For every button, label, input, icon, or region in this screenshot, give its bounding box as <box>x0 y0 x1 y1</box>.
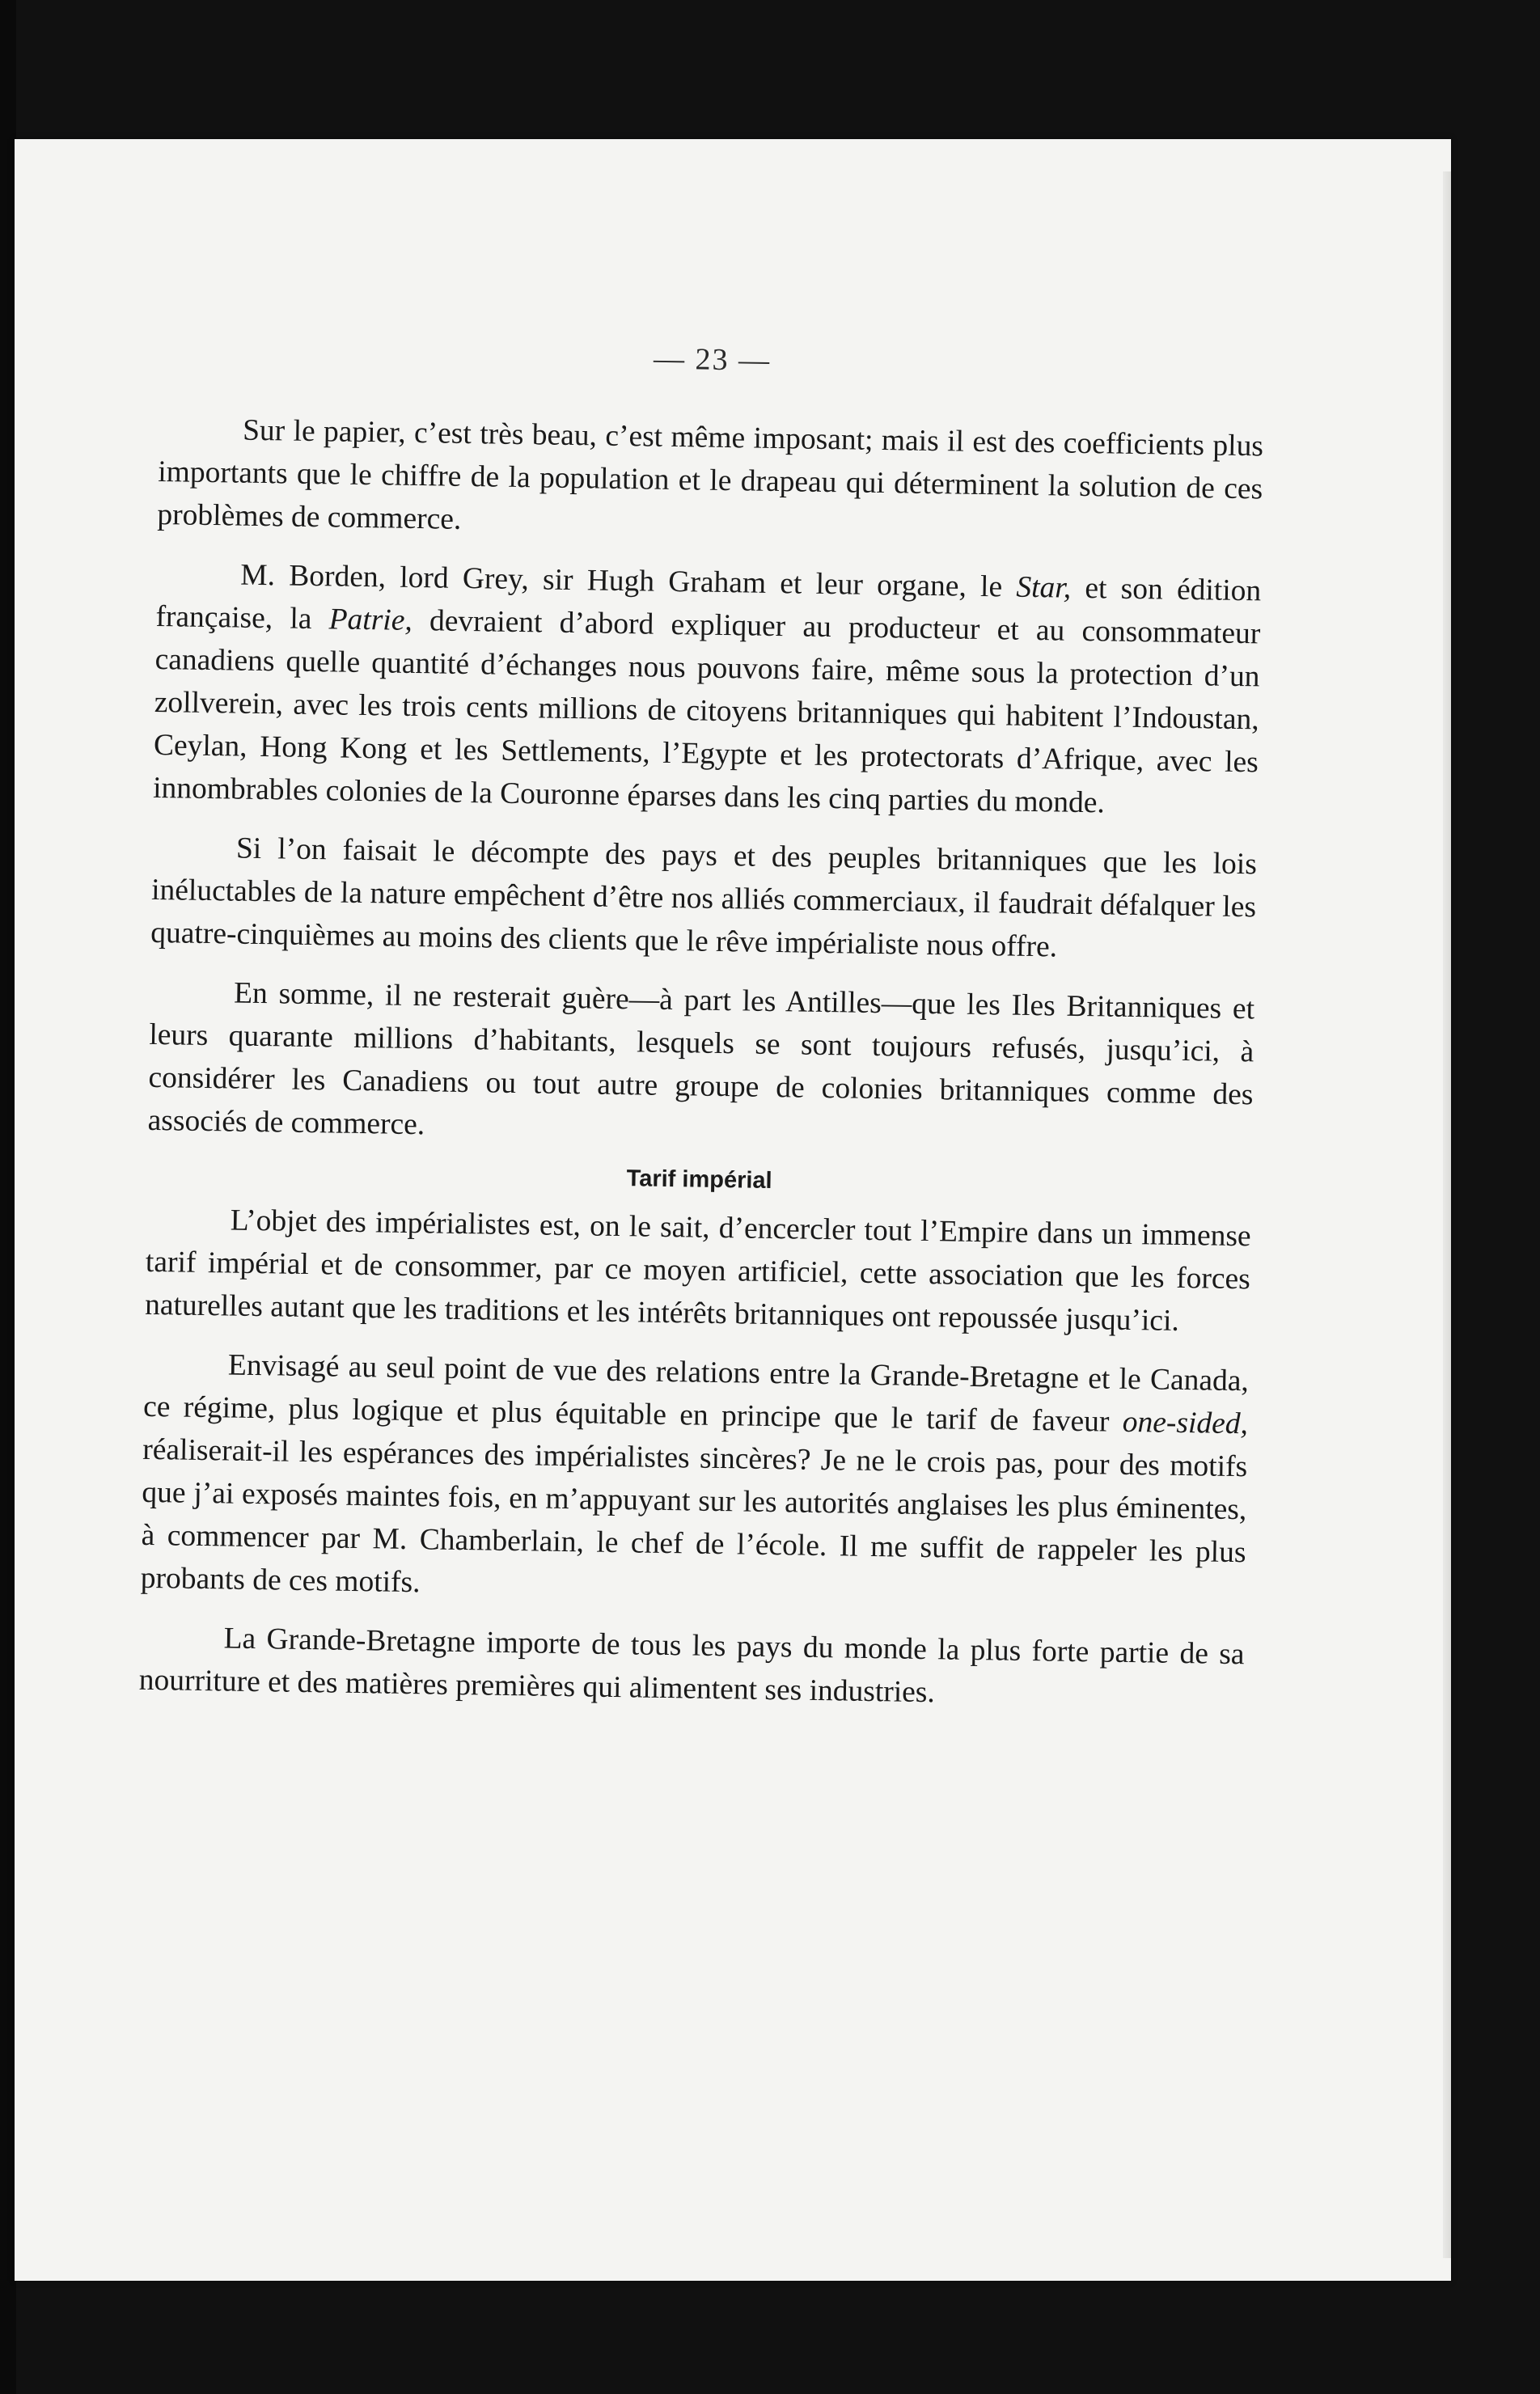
paragraph-text: réaliserait-il les espérances des impérialistes sincères? Je ne le crois pas, pour des motifs que j’ai exposés maintes fois, en m’appuyant sur les autorités anglaises les plus éminentes, à commencer par M. Chamberlain, le chef de l’école. Il me suffit de rappeler les plus probants de ces motifs. <box>140 1432 1248 1600</box>
paragraph-text: M. Borden, lord Grey, sir Hugh Graham et leur organe, le <box>239 558 1017 604</box>
paragraph-text: devraient d’abord expliquer au producteur et au consommateur canadiens quelle quantité d’échanges nous pouvons faire, même sous la protection d’un zollverein, avec les trois cents millions de citoyens britanniques qui habitent l’Indoustan, Ceylan, Hong Kong et les Settlements, l’Egypte et les protectorats d’Afrique, avec les innombrables colonies de la Couronne éparses dans les cinq parties du monde. <box>152 603 1261 820</box>
page-text-block <box>138 333 1265 1735</box>
paragraph-envisage <box>140 1343 1249 1617</box>
paragraph-text: Si l’on faisait le décompte des pays et des peuples britanniques que les lois inéluctables de la nature empêchent d’être nos alliés commerciaux, il faudrait défalquer les quatre-cinquièmes au moins des clients que le rêve impérialiste nous offre. <box>150 831 1258 964</box>
italic-star: Star, <box>1016 570 1072 605</box>
paragraph-text: En somme, il ne resterait guère—à part les Antilles—que les Iles Britanniques et leurs quarante millions d’habitants, lesquels se sont toujours refusés, jusqu’ici, à considérer les Canadiens ou tout autre groupe de colonies britanniques comme des associés de commerce. <box>147 976 1255 1142</box>
paragraph-borden <box>153 552 1262 827</box>
paragraph-grande-bretagne <box>138 1616 1244 1719</box>
paragraph-text: L’objet des impérialistes est, on le sait, d’encercler tout l’Empire dans un immense tarif impérial et de consommer, par ce moyen artificiel, cette association que les forces naturelles autant que les traditions et les intérêts britanniques ont repoussée jusqu’ici. <box>144 1203 1251 1338</box>
paragraph-en-somme <box>147 971 1254 1159</box>
scanned-page <box>15 139 1451 2281</box>
italic-one-sided: one-sided, <box>1122 1405 1249 1441</box>
paragraph-papier <box>157 408 1263 553</box>
page-number: — 23 — <box>653 341 772 378</box>
paragraph-text: et son édition française, la <box>155 571 1262 637</box>
paragraph-objet <box>145 1198 1251 1343</box>
paragraph-text: La Grande-Bretagne importe de tous les pays du monde la plus forte partie de sa nourriture et des matières premières qui alimentent ses industries. <box>138 1622 1245 1710</box>
section-heading: Tarif impérial <box>626 1165 772 1195</box>
scan-left-border <box>0 0 16 2394</box>
paragraph-text: Sur le papier, c’est très beau, c’est même imposant; mais il est des coefficients plus importants que le chiffre de la population et le drapeau qui déterminent la solution de ces problèmes de commerce. <box>157 413 1264 536</box>
paragraph-decompte <box>150 826 1257 971</box>
paragraph-text: Envisagé au seul point de vue des relations entre la Grande-Bretagne et le Canada, ce régime, plus logique et plus équitable en principe que le tarif de faveur <box>142 1348 1250 1439</box>
italic-patrie: Patrie, <box>328 603 413 637</box>
